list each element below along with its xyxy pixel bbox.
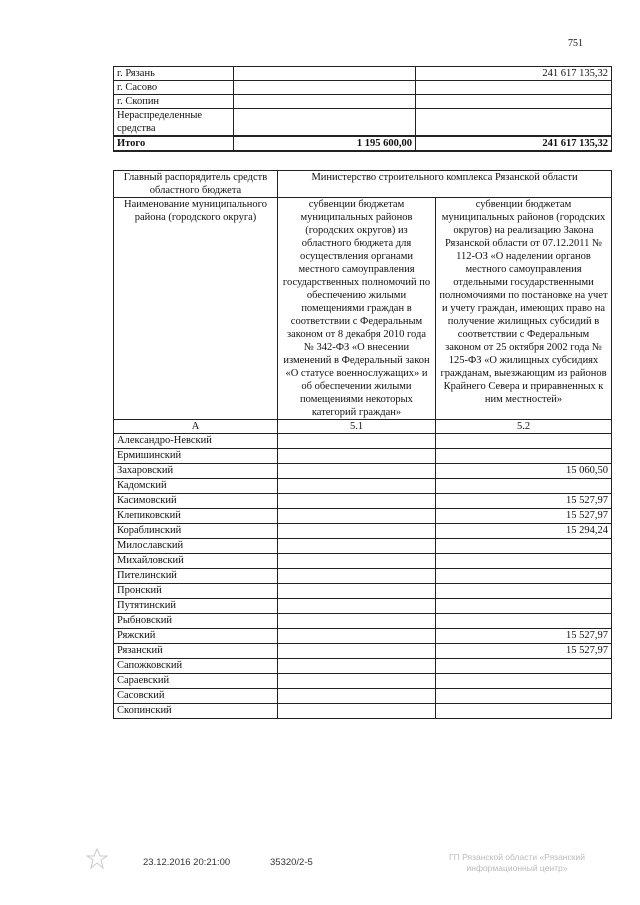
row-value-1 [234, 95, 416, 109]
row-value-1 [234, 67, 416, 81]
header-row-columns [114, 198, 612, 420]
value-5-2 [436, 539, 612, 554]
district-name: Клепиковский [114, 509, 278, 524]
ministry-name: Министерство строительного комплекса Рязанской области [278, 171, 612, 198]
district-name: Михайловский [114, 554, 278, 569]
table-row [114, 449, 612, 464]
subvention-table-body [114, 171, 612, 719]
table-row [114, 674, 612, 689]
value-5-1 [278, 629, 436, 644]
district-name: Ермишинский [114, 449, 278, 464]
table-row [114, 644, 612, 659]
column-index-5-1: 5.1 [278, 420, 436, 434]
value-5-1 [278, 599, 436, 614]
table-row [114, 599, 612, 614]
value-5-2: 15 527,97 [436, 629, 612, 644]
value-5-2: 15 527,97 [436, 494, 612, 509]
value-5-2 [436, 689, 612, 704]
total-label: Итого [114, 136, 234, 151]
district-name: Рязанский [114, 644, 278, 659]
row-value-2: 241 617 135,32 [416, 67, 612, 81]
district-name: Захаровский [114, 464, 278, 479]
row-name: Нераспределенные средства [114, 109, 234, 137]
subvention-table [113, 170, 612, 719]
value-5-2 [436, 569, 612, 584]
value-5-2: 15 294,24 [436, 524, 612, 539]
row-value-2 [416, 109, 612, 137]
row-name: г. Сасово [114, 81, 234, 95]
table-row [114, 509, 612, 524]
district-name: Кораблинский [114, 524, 278, 539]
table-row [114, 67, 612, 81]
value-5-1 [278, 449, 436, 464]
table-row [114, 109, 612, 137]
district-name: Касимовский [114, 494, 278, 509]
row-value-2 [416, 81, 612, 95]
value-5-2 [436, 704, 612, 719]
value-5-1 [278, 614, 436, 629]
value-5-2 [436, 614, 612, 629]
page-number: 751 [568, 38, 583, 49]
value-5-2: 15 060,50 [436, 464, 612, 479]
table-row [114, 554, 612, 569]
footer-date: 23.12.2016 20:21:00 [143, 857, 231, 868]
row-value-1 [234, 81, 416, 95]
value-5-2 [436, 449, 612, 464]
table-row [114, 659, 612, 674]
column-index-5-2: 5.2 [436, 420, 612, 434]
value-5-1 [278, 584, 436, 599]
value-5-1 [278, 554, 436, 569]
footer-watermark: ГП Рязанской области «Рязанский информационный центр» [449, 852, 585, 873]
value-5-2: 15 527,97 [436, 509, 612, 524]
value-5-2 [436, 554, 612, 569]
header-row-administrator [114, 171, 612, 198]
value-5-2 [436, 434, 612, 449]
total-value-1: 1 195 600,00 [234, 136, 416, 151]
stamp-icon [86, 848, 108, 870]
value-5-2 [436, 479, 612, 494]
table-row [114, 704, 612, 719]
column-5-1-header: субвенции бюджетам муниципальных районов (городских округов) из областного бюджета для осуществления органами местного самоуправления государственных полномочий по обеспечению жилыми помещениями граждан в соответствии с Федеральным законом от 8 декабря 2010 года № 342-ФЗ «О внесении изменений в Федеральный закон «О статусе военнослужащих» и об обеспечении жилыми помещениями некоторых категорий граждан» [278, 198, 436, 420]
value-5-1 [278, 674, 436, 689]
row-name: г. Рязань [114, 67, 234, 81]
table-row [114, 81, 612, 95]
row-value-1 [234, 109, 416, 137]
district-name: Кадомский [114, 479, 278, 494]
table-row [114, 614, 612, 629]
value-5-1 [278, 659, 436, 674]
row-name: г. Скопин [114, 95, 234, 109]
value-5-1 [278, 539, 436, 554]
district-name: Сапожковский [114, 659, 278, 674]
value-5-1 [278, 464, 436, 479]
value-5-1 [278, 479, 436, 494]
column-5-2-header: субвенции бюджетам муниципальных районов (городских округов) на реализацию Закона Рязанской области от 07.12.2011 № 112-ОЗ «О наделении органов местного самоуправления отдельными государственными полномочиями по постановке на учет и учету граждан, имеющих право на получение жилищных субсидий в соответствии с Федеральным законом от 25 октября 2002 года № 125-ФЗ «О жилищных субсидиях гражданам, выезжающим из районов Крайнего Севера и приравненных к ним местностей» [436, 198, 612, 420]
table-row [114, 629, 612, 644]
district-name: Пронский [114, 584, 278, 599]
district-name: Путятинский [114, 599, 278, 614]
table-row [114, 569, 612, 584]
table-row [114, 524, 612, 539]
district-name: Рыбновский [114, 614, 278, 629]
value-5-1 [278, 494, 436, 509]
value-5-1 [278, 434, 436, 449]
table-row [114, 539, 612, 554]
top-table-body [114, 67, 612, 152]
district-name: Милославский [114, 539, 278, 554]
table-row [114, 464, 612, 479]
value-5-2: 15 527,97 [436, 644, 612, 659]
table-row [114, 584, 612, 599]
district-name: Скопинский [114, 704, 278, 719]
value-5-1 [278, 509, 436, 524]
column-index-row [114, 420, 612, 434]
table-row [114, 434, 612, 449]
total-row [114, 136, 612, 151]
district-column-header: Наименование муниципального района (городского округа) [114, 198, 278, 420]
column-index-a: А [114, 420, 278, 434]
value-5-1 [278, 524, 436, 539]
footer-document-code: 35320/2-5 [270, 857, 313, 868]
row-value-2 [416, 95, 612, 109]
value-5-2 [436, 584, 612, 599]
district-name: Александро-Невский [114, 434, 278, 449]
table-row [114, 494, 612, 509]
value-5-1 [278, 569, 436, 584]
district-name: Сараевский [114, 674, 278, 689]
administrator-header: Главный распорядитель средств областного бюджета [114, 171, 278, 198]
table-row [114, 479, 612, 494]
value-5-1 [278, 644, 436, 659]
value-5-1 [278, 704, 436, 719]
table-row [114, 689, 612, 704]
top-summary-table [113, 66, 612, 152]
district-name: Пителинский [114, 569, 278, 584]
value-5-1 [278, 689, 436, 704]
district-name: Ряжский [114, 629, 278, 644]
district-name: Сасовский [114, 689, 278, 704]
table-row [114, 95, 612, 109]
value-5-2 [436, 674, 612, 689]
value-5-2 [436, 599, 612, 614]
value-5-2 [436, 659, 612, 674]
total-value-2: 241 617 135,32 [416, 136, 612, 151]
